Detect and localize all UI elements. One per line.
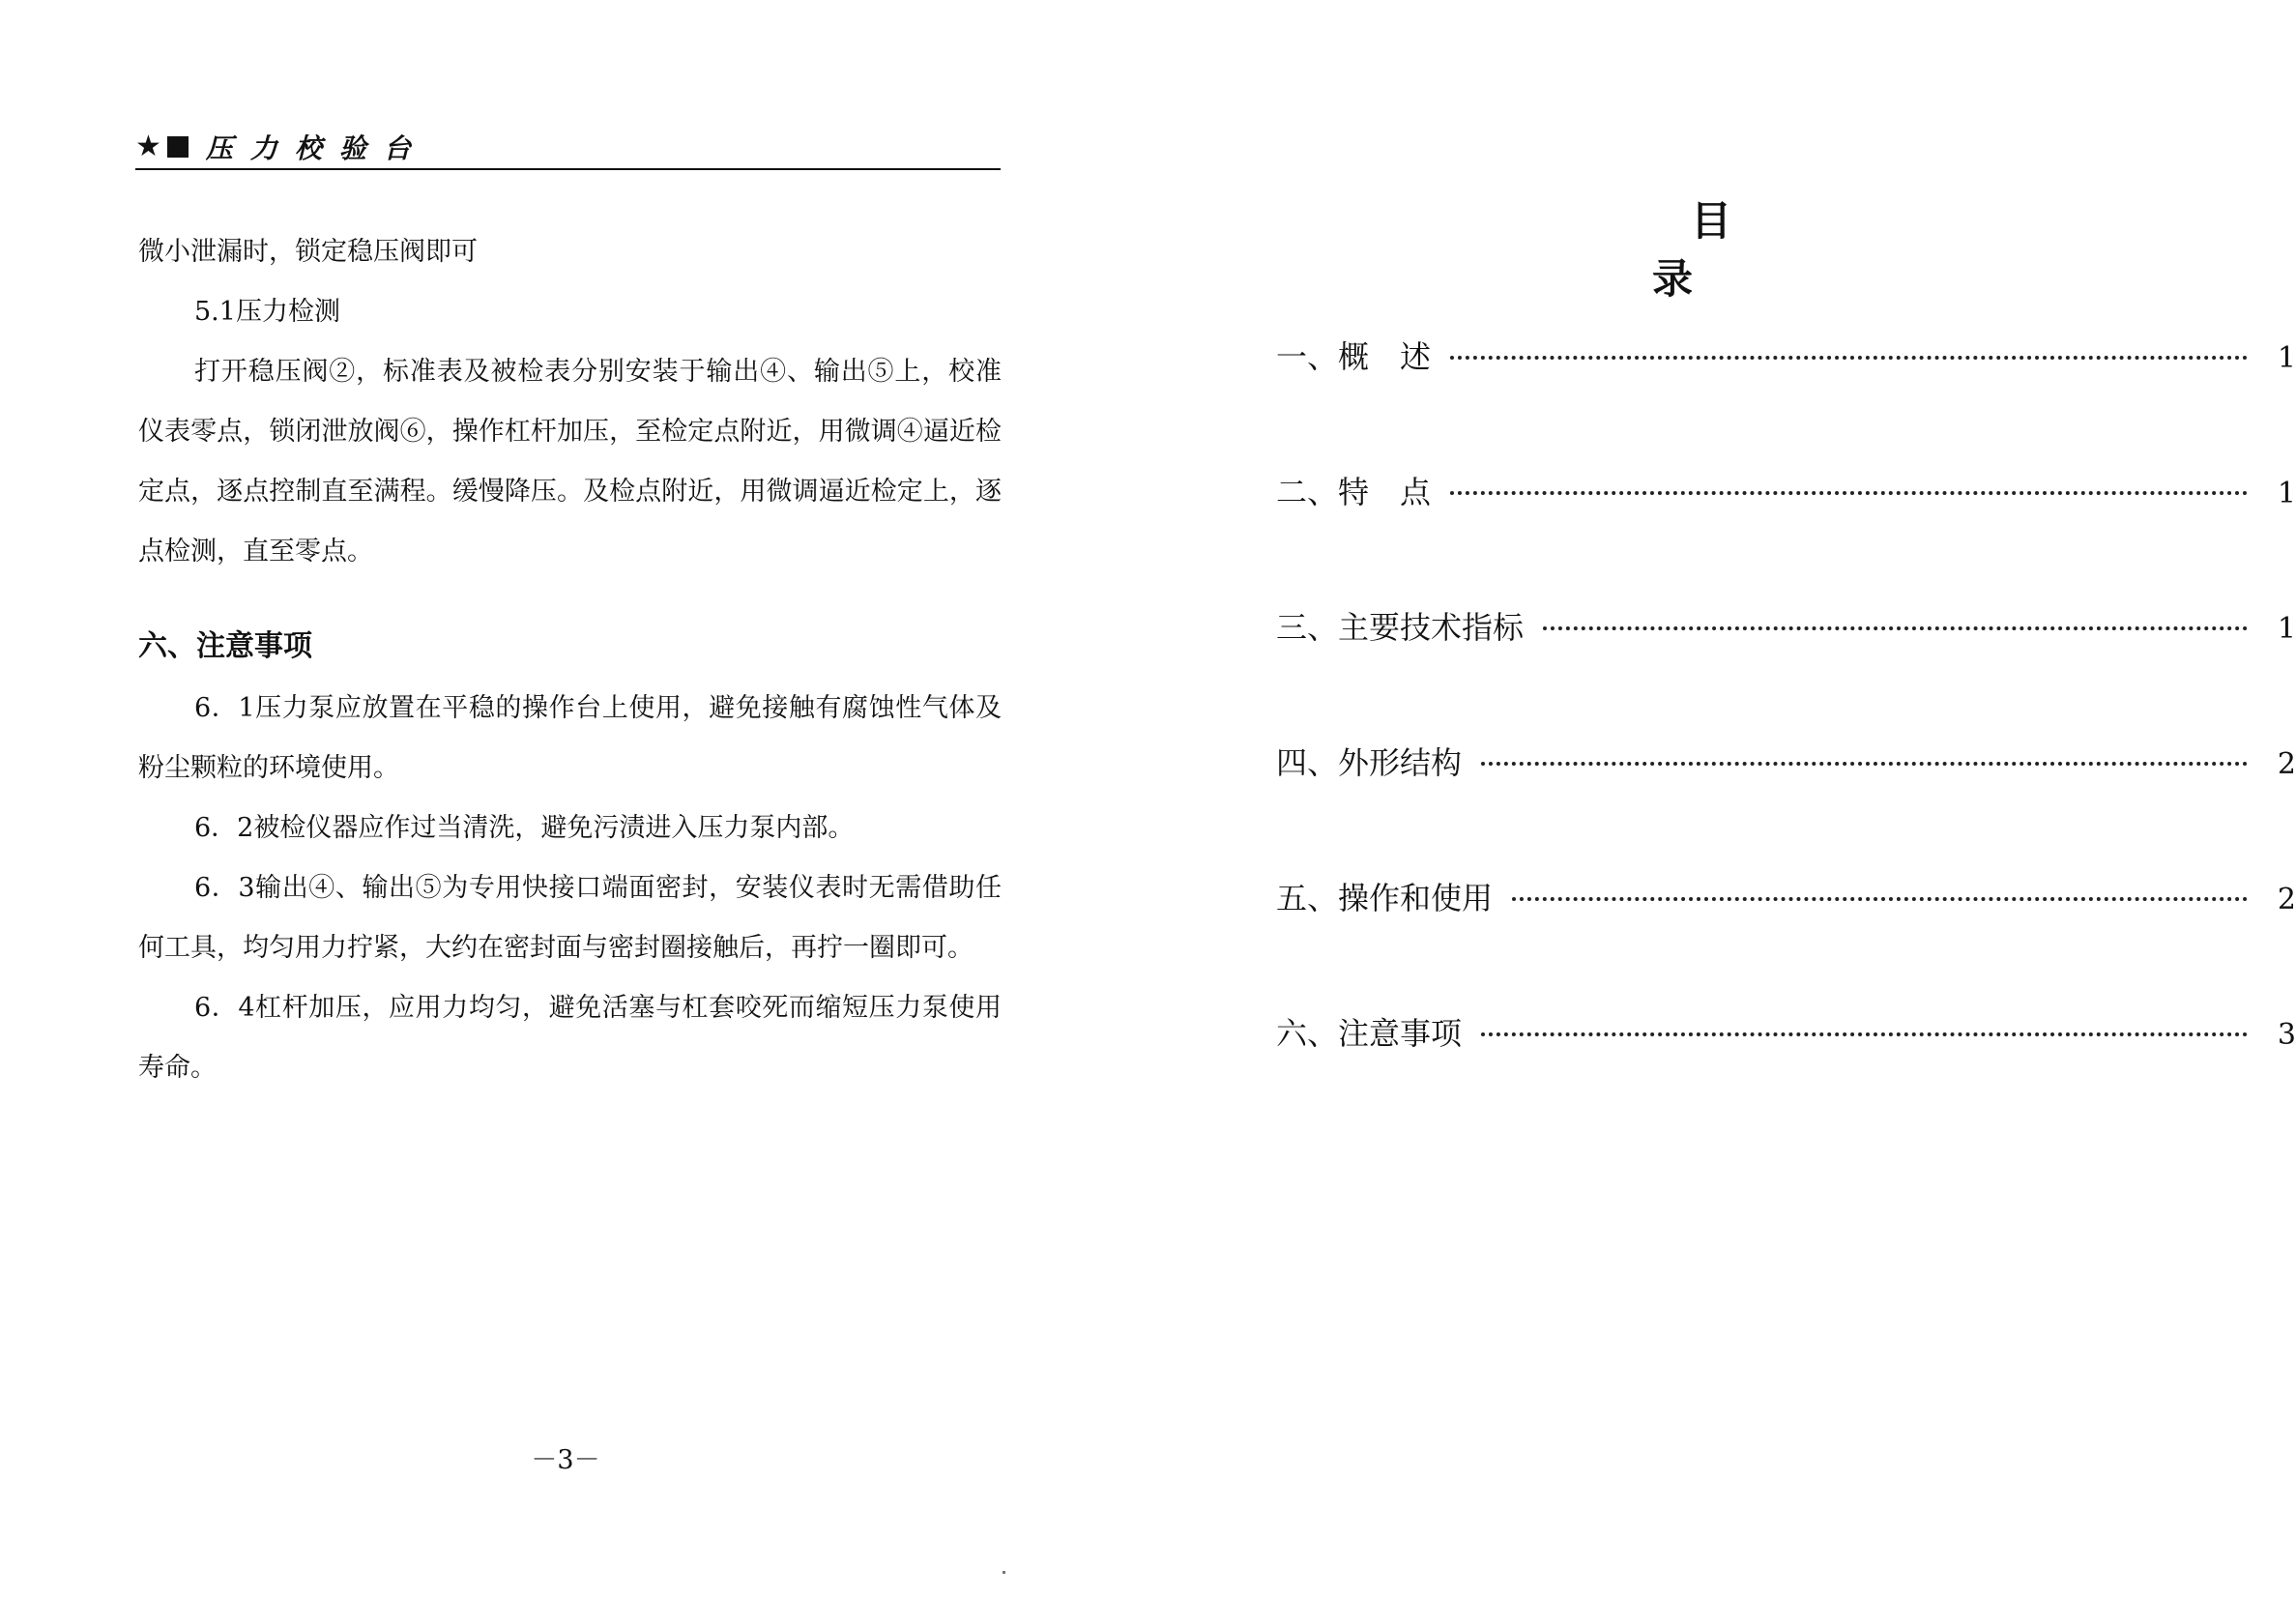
toc-entry-label: 六、注意事项 bbox=[1276, 1015, 1463, 1052]
note-item: 6．1压力泵应放置在平稳的操作台上使用，避免接触有腐蚀性气体及粉尘颗粒的环境使用。 bbox=[138, 693, 1002, 783]
dot-leader bbox=[1543, 626, 2248, 630]
header-rule bbox=[135, 168, 1001, 170]
dot-leader bbox=[1450, 491, 2248, 495]
filled-square-icon bbox=[167, 136, 189, 158]
note-item: 6．3输出④、输出⑤为专用快接口端面密封，安装仪表时无需借助任何工具，均匀用力拧紧，大约在密封面与密封圈接触后，再拧一圈即可。 bbox=[138, 873, 1002, 963]
toc-entry-page: 1 bbox=[2277, 612, 2296, 646]
toc-entry[interactable] bbox=[1276, 603, 2296, 739]
page-number: －3－ bbox=[531, 1445, 600, 1475]
toc-entry[interactable] bbox=[1276, 468, 2296, 603]
dot-leader bbox=[1481, 762, 2248, 766]
toc-entry-label: 二、特 点 bbox=[1276, 474, 1432, 510]
toc-entry[interactable] bbox=[1276, 333, 2296, 468]
toc-title: 目录 bbox=[1651, 197, 1809, 303]
toc-entry-label: 三、主要技术指标 bbox=[1276, 609, 1525, 646]
paragraph: 打开稳压阀②，标准表及被检表分别安装于输出④、输出⑤上，校准仪表零点，锁闭泄放阀⑥，操作杠杆加压，至检定点附近，用微调④逼近检定点，逐点控制直至满程。缓慢降压。及检点附近，用微调逼近检定上，逐点检测，直至零点。 bbox=[138, 357, 1002, 567]
note-item: 6．4杠杆加压，应用力均匀，避免活塞与杠套咬死而缩短压力泵使用寿命。 bbox=[138, 993, 1002, 1083]
note-item: 6．2被检仪器应作过当清洗，避免污渍进入压力泵内部。 bbox=[194, 813, 855, 843]
right-page bbox=[1131, 0, 2296, 1598]
toc-entry-label: 五、操作和使用 bbox=[1276, 880, 1494, 916]
toc-entry-page: 3 bbox=[2277, 1018, 2296, 1052]
dot-leader bbox=[1512, 897, 2248, 901]
toc-entry-page: 1 bbox=[2277, 341, 2296, 375]
subsection-heading: 5.1压力检测 bbox=[194, 297, 340, 327]
toc-entry-page: 2 bbox=[2277, 883, 2296, 916]
star-icon: ★ bbox=[135, 130, 161, 163]
dot-leader bbox=[1450, 356, 2248, 360]
table-of-contents bbox=[1276, 333, 2296, 1145]
paragraph: 微小泄漏时，锁定稳压阀即可 bbox=[138, 237, 478, 267]
running-header bbox=[135, 128, 1001, 166]
toc-entry-label: 一、概 述 bbox=[1276, 338, 1432, 375]
toc-entry-label: 四、外形结构 bbox=[1276, 744, 1463, 781]
dot-leader bbox=[1481, 1032, 2248, 1036]
left-page bbox=[0, 0, 1131, 1598]
body-text bbox=[138, 222, 1002, 1098]
section-heading: 六、注意事项 bbox=[138, 629, 312, 663]
toc-entry-page: 1 bbox=[2277, 477, 2296, 510]
toc-entry[interactable] bbox=[1276, 874, 2296, 1009]
stray-dot bbox=[1003, 1571, 1005, 1574]
toc-entry[interactable] bbox=[1276, 739, 2296, 874]
header-title: 压力校验台 bbox=[205, 132, 428, 164]
toc-entry-page: 2 bbox=[2277, 747, 2296, 781]
toc-entry[interactable] bbox=[1276, 1009, 2296, 1145]
